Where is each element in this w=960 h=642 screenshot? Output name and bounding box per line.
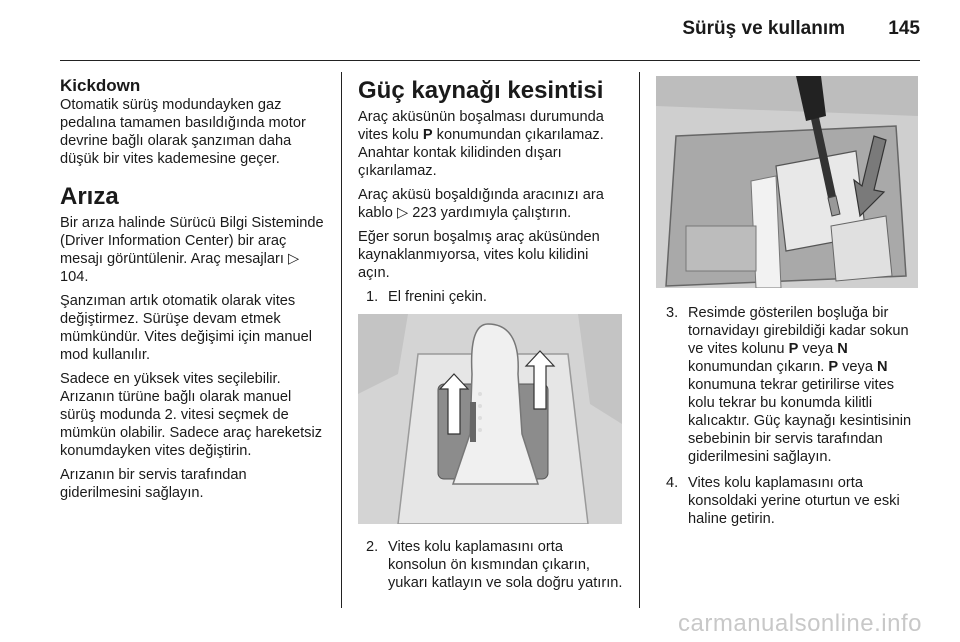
gear-n-label: N bbox=[837, 341, 848, 357]
gear-p-label: P bbox=[828, 359, 839, 375]
power-cut-heading: Güç kaynağı kesintisi bbox=[358, 77, 604, 104]
screwdriver-figure bbox=[656, 76, 918, 288]
footer-watermark: carmanualsonline.info bbox=[678, 610, 922, 637]
header-rule bbox=[60, 60, 920, 61]
step-3: 3. Resimde gösterilen boşluğa bir tornavidayı girebildiği kadar sokun ve vites kolunu P veya N konumundan çıkarın. P veya N konumuna tekrar getirilirse vites kolu tekrar bu konumda kilitli kalıcaktır. Güç kaynağı kesintisinin sebebinin bir servis tarafından giderilmesini sağlayın. bbox=[666, 305, 912, 465]
middle-column bbox=[358, 76, 624, 592]
middle-paragraph-3: Eğer sorun boşalmış araç aküsünden kaynaklanmıyorsa, vites kolu kilidini açın. bbox=[358, 229, 600, 281]
gear-lever-figure bbox=[358, 314, 622, 524]
page-header-title: Sürüş ve kullanım bbox=[682, 18, 845, 39]
ariza-paragraph-2: Şanzıman artık otomatik olarak vites değiştirmez. Sürüşe devam etmek mümkündür. Vites değişimi için manuel mod kullanılır. bbox=[60, 293, 312, 363]
middle-paragraph-2: Araç aküsü boşaldığında aracınızı ara kablo ▷ 223 yardımıyla çalıştırın. bbox=[358, 187, 604, 221]
column-divider-2 bbox=[639, 72, 640, 608]
step-4: 4. Vites kolu kaplamasını orta konsoldaki yerine oturtun ve eski haline getirin. bbox=[666, 475, 900, 527]
ariza-heading: Arıza bbox=[60, 183, 119, 210]
ariza-paragraph-1: Bir arıza halinde Sürücü Bilgi Sisteminde (Driver Information Center) bir araç mesajı görüntülenir. Araç mesajları ▷ 104. bbox=[60, 215, 324, 285]
page-reference[interactable]: 104. bbox=[60, 269, 89, 285]
kickdown-heading: Kickdown bbox=[60, 76, 141, 95]
gear-n-label: N bbox=[877, 359, 888, 375]
page-reference[interactable]: 223 bbox=[412, 205, 437, 221]
arrow-right-triangle-icon: ▷ bbox=[287, 251, 300, 267]
right-column bbox=[656, 76, 920, 528]
left-column bbox=[60, 76, 328, 508]
page-number: 145 bbox=[888, 18, 920, 39]
middle-paragraph-1: Araç aküsünün boşalması durumunda vites kolu P konumundan çıkarılamaz. Anahtar kontak kilidinden dışarı çıkarılamaz. bbox=[358, 109, 604, 179]
kickdown-text: Otomatik sürüş modundayken gaz pedalına tamamen basıldığında motor devrine bağlı olarak şanzıman daha düşük bir vites kademesine geçer. bbox=[60, 97, 306, 167]
gear-p-label: P bbox=[788, 341, 799, 357]
gear-p-label: P bbox=[422, 127, 433, 143]
ariza-paragraph-4: Arızanın bir servis tarafından giderilmesini sağlayın. bbox=[60, 467, 247, 501]
ariza-paragraph-3: Sadece en yüksek vites seçilebilir. Arızanın türüne bağlı olarak manuel sürüş modunda 2. vitesi seçmek de mümkün olabilir. Sadece araç hareketsiz konumdayken vites değiştirin. bbox=[60, 371, 323, 459]
arrow-right-triangle-icon: ▷ bbox=[396, 205, 409, 221]
step-1: 1. El frenini çekin. bbox=[366, 289, 487, 305]
step-2: 2. Vites kolu kaplamasını orta konsolun ön kısmından çıkarın, yukarı katlayın ve sola doğru yatırın. bbox=[366, 539, 623, 591]
column-divider-1 bbox=[341, 72, 342, 608]
